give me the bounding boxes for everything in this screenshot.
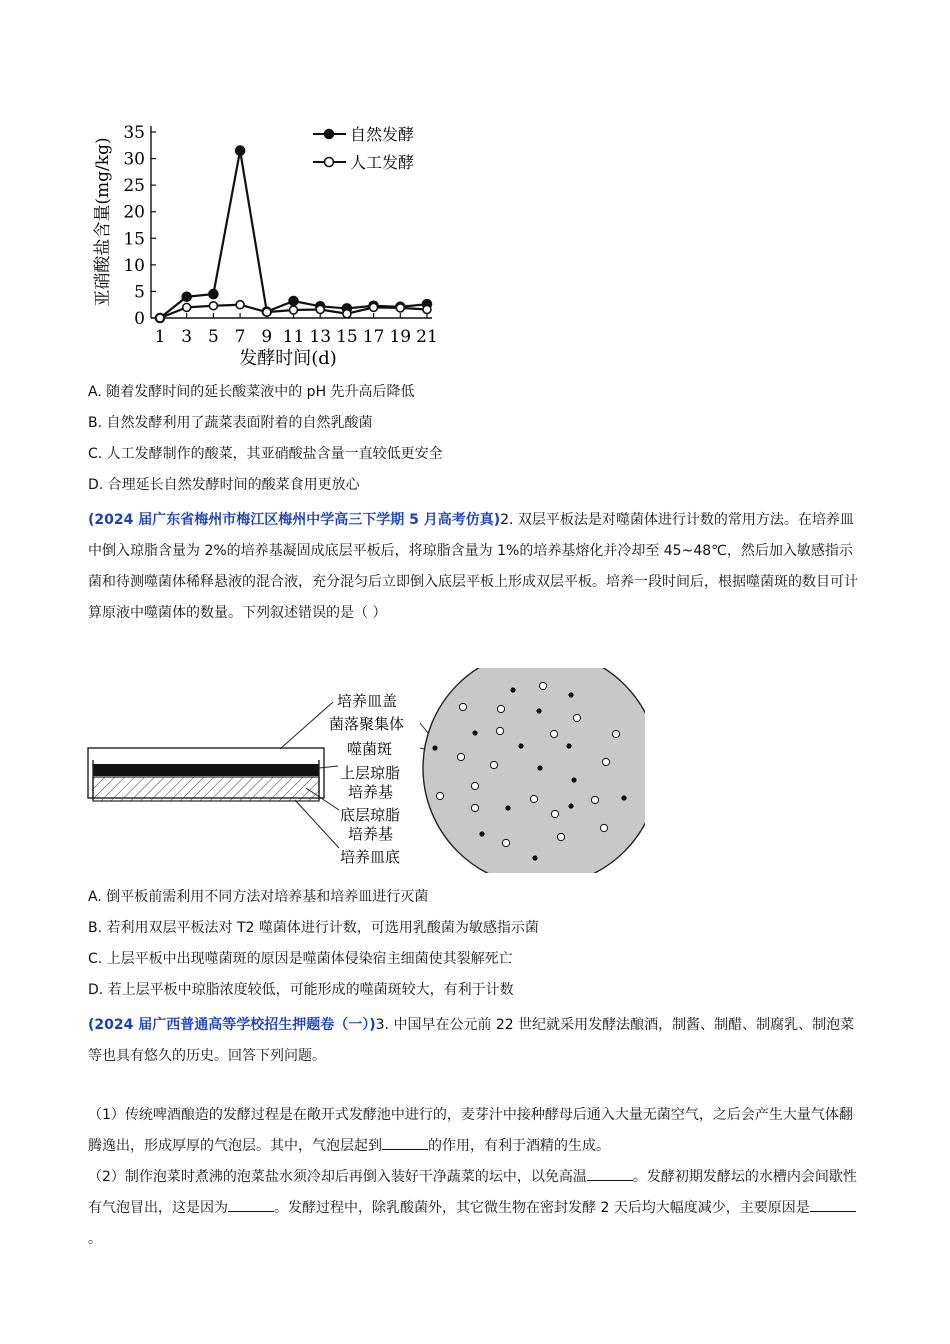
q1-option-b: B. 自然发酵利用了蔬菜表面附着的自然乳酸菌 (88, 415, 373, 431)
q3-part2-text-b: 。发酵初期发酵坛的水槽内会间歇性有气泡冒出，这是因为 (88, 1169, 857, 1216)
y-tick-label: 30 (123, 149, 145, 170)
q3-part1-text-a: （1）传统啤酒酿造的发酵过程是在敞开式发酵池中进行的，麦芽汁中接种酵母后通入大量无菌空气，之后会产生大量气体翻腾逸出，形成厚厚的气泡层。其中，气泡层起到 (88, 1107, 853, 1154)
nitrite-line-chart (88, 112, 448, 374)
x-axis-label: 发酵时间(d) (239, 348, 337, 369)
colony-dot (566, 743, 571, 748)
q2-option-c: C. 上层平板中出现噬菌斑的原因是噬菌体侵染宿主细菌使其裂解死亡 (88, 951, 513, 967)
x-tick-label: 5 (207, 327, 219, 347)
label-top-agar-2: 培养基 (348, 783, 394, 801)
plaque-dot (591, 796, 598, 803)
colony-dot (432, 745, 437, 750)
q3-part1 (88, 1100, 860, 1162)
series-1-point (236, 146, 245, 155)
x-tick-label: 21 (416, 327, 438, 347)
colony-dot (536, 708, 541, 713)
q2-stem-block (88, 505, 860, 629)
series-1-point (289, 296, 298, 305)
colony-dot (621, 795, 626, 800)
colony-dot (568, 692, 573, 697)
legend-label-1: 自然发酵 (350, 125, 415, 144)
x-tick-label: 17 (362, 327, 385, 347)
colony-dot (505, 805, 510, 810)
plaque-dot (471, 804, 478, 811)
plaque-dot (436, 792, 443, 799)
plaque-dot (539, 682, 546, 689)
plaque-dot (496, 727, 503, 734)
q1-option-a: A. 随着发酵时间的延长酸菜液中的 pH 先升高后降低 (88, 384, 415, 400)
label-bottom-agar-1: 底层琼脂 (340, 806, 401, 824)
x-tick-label: 3 (181, 327, 193, 347)
series-2-point (316, 305, 324, 313)
colony-dot (537, 765, 542, 770)
y-tick-label: 5 (134, 282, 145, 303)
series-2-point (290, 306, 298, 314)
colony-dot (568, 803, 573, 808)
q3-part2-blank-2[interactable] (228, 1197, 274, 1212)
plaque-dot (530, 795, 537, 802)
series-2-point (396, 304, 404, 312)
label-bottom-agar-2: 培养基 (348, 825, 394, 843)
x-tick-label: 19 (389, 327, 412, 347)
bottom-agar-layer (93, 777, 319, 801)
y-tick-label: 15 (123, 229, 145, 250)
label-plaque: 噬菌斑 (347, 740, 393, 758)
series-2-point (263, 308, 271, 316)
y-axis-label: 亚硝酸盐含量(mg/kg) (93, 137, 113, 307)
x-tick-label: 1 (154, 327, 166, 347)
q3-stem: 3. 中国早在公元前 22 世纪就采用发酵法酿酒，制酱、制醋、制腐乳、制泡菜等也具有悠久的历史。回答下列问题。 (88, 1017, 855, 1064)
colony-dot (479, 831, 484, 836)
q1-option-d: D. 合理延长自然发酵时间的酸菜食用更放心 (88, 477, 360, 493)
plate-top-view (423, 668, 645, 873)
legend-label-2: 人工发酵 (350, 153, 415, 172)
label-colony: 菌落聚集体 (329, 715, 405, 733)
q1-option-c: C. 人工发酵制作的酸菜，其亚硝酸盐含量一直较低更安全 (88, 446, 443, 462)
series-2-point (209, 302, 217, 310)
y-tick-label: 25 (123, 176, 145, 197)
plaque-dot (490, 761, 497, 768)
q3-part1-blank[interactable] (382, 1135, 428, 1150)
plaque-dot (471, 782, 478, 789)
y-tick-label: 10 (123, 255, 145, 276)
q3-part2 (88, 1162, 860, 1255)
plaque-dot (573, 714, 580, 721)
q3-stem-block (88, 1010, 860, 1072)
x-tick-label: 7 (234, 327, 246, 347)
legend-marker-1 (325, 130, 334, 139)
q2-stem: 2. 双层平板法是对噬菌体进行计数的常用方法。在培养皿中倒入琼脂含量为 2%的培养基凝固成底层平板后，将琼脂含量为 1%的培养基熔化并冷却至 45~48℃，然后加入敏感指示菌和待测噬菌体稀释悬液的混合液，充分混匀后立即倒入底层平板上形成双层平板。培养一段时间后，根据噬菌斑的数目可计算原液中噬菌体的数量。下列叙述错误的是（ ） (88, 512, 858, 621)
plaque-dot (551, 810, 558, 817)
plaque-dot (459, 703, 466, 710)
q3-part2-text-c: 。发酵过程中，除乳酸菌外，其它微生物在密封发酵 2 天后均大幅度减少，主要原因是 (274, 1200, 810, 1216)
q3-part2-text-a: （2）制作泡菜时煮沸的泡菜盐水须冷却后再倒入装好干净蔬菜的坛中，以免高温 (88, 1169, 587, 1185)
q2-source: (2024 届广东省梅州市梅江区梅州中学高三下学期 5 月高考仿真) (88, 512, 501, 528)
label-top-agar-1: 上层琼脂 (340, 764, 401, 782)
label-dish-bottom: 培养皿底 (340, 848, 401, 866)
series-2-point (183, 303, 191, 311)
plaque-dot (600, 824, 607, 831)
plaque-dot (557, 833, 564, 840)
x-tick-label: 13 (309, 327, 332, 347)
plaque-dot (602, 758, 609, 765)
colony-dot (510, 687, 515, 692)
plaque-dot (550, 730, 557, 737)
q3-part2-text-d: 。 (88, 1231, 102, 1247)
q3-part2-blank-3[interactable] (810, 1197, 856, 1212)
plaque-dot (497, 705, 504, 712)
series-1-point (209, 290, 218, 299)
colony-dot (518, 743, 523, 748)
x-tick-label: 11 (282, 327, 305, 347)
label-lid: 培养皿盖 (337, 692, 398, 710)
series-2-point (236, 301, 244, 309)
y-tick-label: 0 (134, 309, 145, 329)
series-1-point (182, 292, 191, 301)
q3-source: (2024 届广西普通高等学校招生押题卷（一）) (88, 1017, 376, 1033)
y-tick-label: 20 (123, 202, 145, 223)
q2-option-d: D. 若上层平板中琼脂浓度较低，可能形成的噬菌斑较大，有利于计数 (88, 982, 514, 998)
series-2-point (370, 303, 378, 311)
colony-dot (532, 855, 537, 860)
series-2-point (423, 305, 431, 313)
plaque-dot (457, 753, 464, 760)
q2-option-a: A. 倒平板前需利用不同方法对培养基和培养皿进行灭菌 (88, 889, 429, 905)
plaque-dot (502, 839, 509, 846)
colony-dot (472, 730, 477, 735)
double-layer-plate-diagram (85, 668, 645, 873)
series-2-point (156, 314, 164, 322)
colony-dot (571, 777, 576, 782)
series-line-1 (160, 151, 427, 318)
top-agar-layer (93, 764, 319, 776)
y-tick-label: 35 (123, 123, 145, 143)
q2-option-b: B. 若利用双层平板法对 T2 噬菌体进行计数，可选用乳酸菌为敏感指示菌 (88, 920, 539, 936)
q3-part2-blank-1[interactable] (587, 1166, 633, 1181)
legend-marker-2 (325, 158, 334, 167)
series-2-point (343, 310, 351, 318)
x-tick-label: 15 (336, 327, 358, 347)
q3-part1-text-b: 的作用，有利于酒精的生成。 (428, 1138, 610, 1154)
x-tick-label: 9 (261, 327, 273, 347)
plaque-dot (612, 730, 619, 737)
